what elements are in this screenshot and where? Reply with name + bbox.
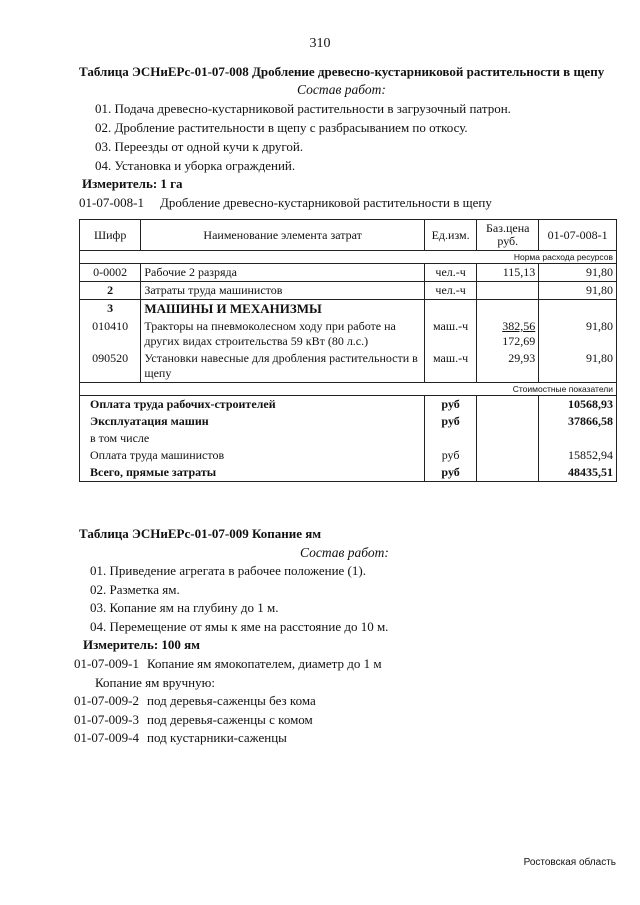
cost-empty	[477, 447, 539, 464]
cell-norm	[539, 300, 617, 319]
cost-value: 48435,51	[539, 464, 617, 482]
work-item: 02. Дробление растительности в щепу с разбрасыванием по откосу.	[95, 120, 468, 135]
header-name: Наименование элемента затрат	[141, 220, 425, 251]
cell-norm: 91,80	[539, 282, 617, 300]
cost-banner: Стоимостные показатели	[80, 383, 617, 396]
measure-unit: Измеритель: 100 ям	[83, 637, 201, 652]
cell-name: Затраты труда машинистов	[141, 282, 425, 300]
cell-name: Установки навесные для дробления растительности в щепу	[141, 350, 425, 383]
cell-norm: 91,80	[539, 264, 617, 282]
cost-value: 37866,58	[539, 413, 617, 430]
item-name: Дробление древесно-кустарниковой растительности в щепу	[160, 195, 492, 210]
cost-banner-row	[80, 383, 617, 396]
cost-unit: руб	[424, 464, 476, 482]
cell-price	[477, 282, 539, 300]
cost-row	[80, 430, 617, 447]
item-code: 01-07-009-3	[74, 712, 139, 727]
item-code: 01-07-009-2	[74, 693, 139, 708]
cost-name: Всего, прямые затраты	[80, 464, 425, 482]
norm-banner-row	[80, 251, 617, 264]
work-heading: Состав работ:	[300, 545, 389, 560]
cell-name: Тракторы на пневмоколесном ходу при работе на других видах строительства 59 кВт (80 л.с.)	[141, 318, 425, 350]
footer-region: Ростовская область	[523, 857, 616, 868]
cost-empty	[477, 430, 539, 447]
cost-unit: руб	[424, 447, 476, 464]
work-item: 01. Приведение агрегата в рабочее положение (1).	[90, 563, 366, 578]
cell-name: МАШИНЫ И МЕХАНИЗМЫ	[141, 300, 425, 319]
table-row	[80, 300, 617, 319]
cost-row	[80, 413, 617, 430]
cell-code: 3	[80, 300, 141, 319]
cost-value: 10568,93	[539, 396, 617, 414]
table-header-row	[80, 220, 617, 251]
item-code: 01-07-008-1	[79, 195, 144, 210]
item-name: под деревья-саженцы с комом	[147, 712, 313, 727]
cell-unit	[424, 300, 476, 319]
cost-unit: руб	[424, 396, 476, 414]
work-item: 02. Разметка ям.	[90, 582, 180, 597]
cost-value: 15852,94	[539, 447, 617, 464]
cost-empty	[477, 464, 539, 482]
price-value: 382,56	[502, 319, 536, 333]
cost-name: в том числе	[80, 430, 425, 447]
cell-price: 29,93	[477, 350, 539, 383]
item-name: под кустарники-саженцы	[147, 730, 287, 745]
cost-empty	[477, 413, 539, 430]
manual-heading: Копание ям вручную:	[95, 675, 215, 690]
cell-code: 0-0002	[80, 264, 141, 282]
header-norm: 01-07-008-1	[539, 220, 617, 251]
work-item: 01. Подача древесно-кустарниковой растительности в загрузочный патрон.	[95, 101, 511, 116]
table-row	[80, 318, 617, 350]
cell-code: 2	[80, 282, 141, 300]
cell-unit: чел.-ч	[424, 264, 476, 282]
cell-code: 010410	[80, 318, 141, 350]
header-unit: Ед.изм.	[424, 220, 476, 251]
work-item: 03. Переезды от одной кучи к другой.	[95, 139, 304, 154]
norm-banner: Норма расхода ресурсов	[80, 251, 617, 264]
cell-unit: маш.-ч	[424, 350, 476, 383]
header-code: Шифр	[80, 220, 141, 251]
item-name: Копание ям ямокопателем, диаметр до 1 м	[147, 656, 382, 671]
work-item: 04. Перемещение от ямы к яме на расстояние до 10 м.	[90, 619, 389, 634]
cell-name: Рабочие 2 разряда	[141, 264, 425, 282]
cost-row	[80, 396, 617, 414]
cost-name: Оплата труда рабочих-строителей	[80, 396, 425, 414]
price-value-2: 172,69	[502, 334, 536, 348]
table-row	[80, 350, 617, 383]
cell-price	[477, 300, 539, 319]
table-title: Таблица ЭСНиЕРс-01-07-009 Копание ям	[79, 526, 322, 541]
cell-price	[477, 318, 539, 350]
cell-norm: 91,80	[539, 318, 617, 350]
item-name: под деревья-саженцы без кома	[147, 693, 316, 708]
cost-row	[80, 464, 617, 482]
cost-unit	[424, 430, 476, 447]
table-title: Таблица ЭСНиЕРс-01-07-008 Дробление древесно-кустарниковой растительности в щепу	[79, 64, 605, 79]
header-price: Баз.цена руб.	[477, 220, 539, 251]
cell-norm: 91,80	[539, 350, 617, 383]
page-number: 310	[309, 36, 331, 51]
work-heading: Состав работ:	[297, 82, 386, 97]
measure-unit: Измеритель: 1 га	[82, 176, 183, 191]
cell-price: 115,13	[477, 264, 539, 282]
cost-value	[539, 430, 617, 447]
cell-unit: маш.-ч	[424, 318, 476, 350]
cost-unit: руб	[424, 413, 476, 430]
work-item: 04. Установка и уборка ограждений.	[95, 158, 296, 173]
table-row	[80, 282, 617, 300]
cost-name: Эксплуатация машин	[80, 413, 425, 430]
table-row	[80, 264, 617, 282]
item-code: 01-07-009-4	[74, 730, 139, 745]
cost-name: Оплата труда машинистов	[80, 447, 425, 464]
cell-unit: чел.-ч	[424, 282, 476, 300]
cost-row	[80, 447, 617, 464]
item-code: 01-07-009-1	[74, 656, 139, 671]
cost-empty	[477, 396, 539, 414]
work-item: 03. Копание ям на глубину до 1 м.	[90, 600, 279, 615]
cell-code: 090520	[80, 350, 141, 383]
resource-table	[79, 219, 617, 482]
